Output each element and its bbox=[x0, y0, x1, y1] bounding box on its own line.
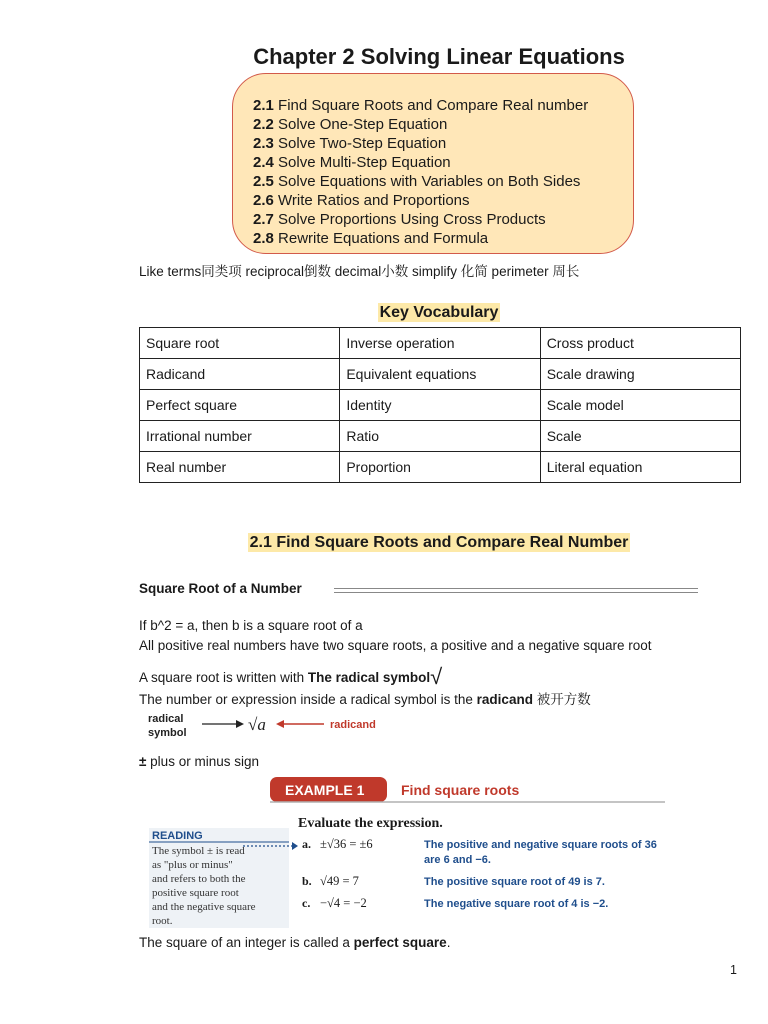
toc-item bbox=[253, 210, 633, 229]
example-badge: EXAMPLE 1 bbox=[285, 782, 365, 798]
table-row bbox=[140, 328, 741, 359]
reading-title: READING bbox=[152, 830, 203, 842]
toc-number: 2.2 bbox=[253, 116, 274, 133]
toc-text: Solve Multi-Step Equation bbox=[278, 154, 451, 171]
example-item-label: b. bbox=[302, 874, 312, 888]
example-item-label: a. bbox=[302, 837, 311, 851]
table-cell: Identity bbox=[340, 390, 540, 421]
table-row bbox=[140, 359, 741, 390]
toc-text: Find Square Roots and Compare Real number bbox=[278, 97, 589, 114]
arrow-head-right-icon bbox=[236, 720, 244, 728]
toc-item bbox=[253, 134, 633, 153]
table-row bbox=[140, 390, 741, 421]
example-item-expression: √49 = 7 bbox=[320, 874, 359, 888]
table-cell: Proportion bbox=[340, 452, 540, 483]
table-cell: Perfect square bbox=[140, 390, 340, 421]
toc-text: Solve Equations with Variables on Both Sides bbox=[278, 173, 581, 190]
reading-line: as "plus or minus" bbox=[152, 859, 233, 871]
example-item-note: The positive and negative square roots of 36 bbox=[424, 839, 657, 851]
table-row bbox=[140, 421, 741, 452]
example-item-note: The negative square root of 4 is −2. bbox=[424, 898, 609, 910]
toc-text: Rewrite Equations and Formula bbox=[278, 230, 489, 247]
reading-line: and the negative square bbox=[152, 901, 256, 913]
vocabulary-line: Like terms同类项 reciprocal倒数 decimal小数 simplify 化简 perimeter 周长 bbox=[139, 264, 580, 279]
perfect-square-line bbox=[139, 935, 450, 950]
page-title: Chapter 2 Solving Linear Equations bbox=[253, 44, 625, 69]
table-of-contents bbox=[232, 73, 634, 254]
heading-rule bbox=[334, 588, 698, 593]
reading-pointer-head-icon bbox=[292, 842, 298, 850]
toc-text: Solve Two-Step Equation bbox=[278, 135, 447, 152]
example-item-expression: −√4 = −2 bbox=[320, 896, 367, 910]
table-cell: Cross product bbox=[540, 328, 740, 359]
section-heading: 2.1 Find Square Roots and Compare Real Number bbox=[249, 534, 629, 551]
perfect-square-period: . bbox=[446, 935, 451, 950]
plus-minus-text: plus or minus sign bbox=[146, 754, 259, 769]
table-cell: Radicand bbox=[140, 359, 340, 390]
reading-line: and refers to both the bbox=[152, 873, 246, 885]
square-root-heading: Square Root of a Number bbox=[139, 581, 302, 596]
table-cell: Ratio bbox=[340, 421, 540, 452]
plus-minus-icon: ± bbox=[139, 754, 147, 769]
toc-text: Solve One-Step Equation bbox=[278, 116, 448, 133]
radical-line-text: A square root is written with bbox=[139, 670, 308, 685]
reading-line: The symbol ± is read bbox=[152, 845, 245, 857]
table-cell: Scale bbox=[540, 421, 740, 452]
radical-icon: √ bbox=[430, 664, 443, 689]
example-heading: Find square roots bbox=[401, 782, 520, 798]
definition-line: If b^2 = a, then b is a square root of a bbox=[139, 618, 363, 633]
toc-text: Solve Proportions Using Cross Products bbox=[278, 211, 546, 228]
toc-text: Write Ratios and Proportions bbox=[278, 192, 470, 209]
table-cell: Scale drawing bbox=[540, 359, 740, 390]
radicand-line-bold: radicand bbox=[476, 692, 533, 707]
toc-number: 2.8 bbox=[253, 230, 274, 247]
toc-item bbox=[253, 172, 633, 191]
toc-item bbox=[253, 191, 633, 210]
positive-roots-line: All positive real numbers have two square roots, a positive and a negative square root bbox=[139, 638, 652, 653]
toc-item bbox=[253, 229, 633, 248]
example-item-note-continued: are 6 and −6. bbox=[424, 854, 491, 866]
example-instruction: Evaluate the expression. bbox=[298, 816, 443, 831]
example-item-label: c. bbox=[302, 896, 311, 910]
table-cell: Square root bbox=[140, 328, 340, 359]
table-cell: Equivalent equations bbox=[340, 359, 540, 390]
radical-diagram bbox=[146, 708, 386, 742]
example-items bbox=[302, 837, 657, 910]
page-number: 1 bbox=[730, 963, 737, 977]
toc-number: 2.6 bbox=[253, 192, 274, 209]
radical-symbol-line bbox=[139, 662, 442, 688]
example-item-expression: ±√36 = ±6 bbox=[320, 837, 373, 851]
toc-number: 2.5 bbox=[253, 173, 274, 190]
radical-line-bold: The radical symbol bbox=[307, 670, 431, 685]
radical-label-line1: radical bbox=[148, 713, 184, 725]
toc-number: 2.7 bbox=[253, 211, 274, 228]
perfect-square-text: The square of an integer is called a bbox=[139, 935, 354, 950]
toc-number: 2.4 bbox=[253, 154, 274, 171]
plus-minus-line bbox=[139, 754, 259, 769]
toc-item bbox=[253, 115, 633, 134]
radicand-line bbox=[139, 688, 591, 708]
toc-number: 2.3 bbox=[253, 135, 274, 152]
table-cell: Real number bbox=[140, 452, 340, 483]
perfect-square-bold: perfect square bbox=[353, 935, 447, 950]
table-cell: Inverse operation bbox=[340, 328, 540, 359]
radical-label-line2: symbol bbox=[148, 727, 187, 739]
table-row bbox=[140, 452, 741, 483]
reading-line: root. bbox=[152, 915, 173, 927]
toc-item bbox=[253, 96, 633, 115]
reading-line: positive square root bbox=[152, 887, 239, 899]
table-cell: Scale model bbox=[540, 390, 740, 421]
key-vocabulary-table bbox=[139, 327, 741, 483]
table-cell: Literal equation bbox=[540, 452, 740, 483]
key-vocabulary-heading-wrap bbox=[0, 304, 768, 322]
toc-item bbox=[253, 153, 633, 172]
example-figure bbox=[139, 772, 669, 932]
radical-expression: √a bbox=[248, 715, 266, 734]
key-vocabulary-heading: Key Vocabulary bbox=[379, 304, 499, 321]
radicand-label: radicand bbox=[330, 719, 376, 731]
example-item-note: The positive square root of 49 is 7. bbox=[424, 876, 605, 888]
radicand-line-text: The number or expression inside a radical symbol is the bbox=[139, 692, 477, 707]
radicand-line-chinese: 被开方数 bbox=[532, 692, 591, 707]
toc-number: 2.1 bbox=[253, 97, 274, 114]
arrow-head-left-icon bbox=[276, 720, 284, 728]
section-heading-wrap bbox=[0, 534, 768, 552]
table-cell: Irrational number bbox=[140, 421, 340, 452]
